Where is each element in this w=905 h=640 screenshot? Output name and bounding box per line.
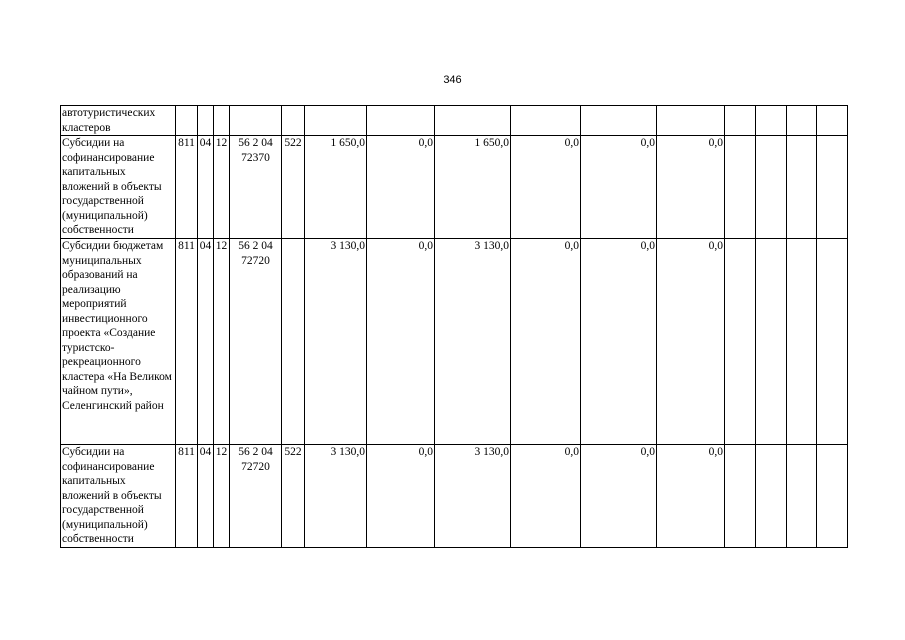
empty-cell [787, 239, 817, 445]
budget-table [60, 105, 848, 548]
value-6: 0,0 [657, 239, 725, 445]
value-3 [435, 106, 511, 136]
empty-cell [756, 136, 787, 239]
empty-cell [817, 239, 848, 445]
empty-cell [787, 106, 817, 136]
empty-cell [787, 136, 817, 239]
item-name: Субсидии бюджетам муниципальных образований на реализацию мероприятий инвестиционного проекта «Создание туристско-рекреационного кластера «На Великом чайном пути», Селенгинский район [61, 239, 176, 445]
page-number: 346 [443, 74, 462, 86]
empty-cell [725, 136, 756, 239]
csr-code: 56 2 04 72720 [230, 445, 282, 548]
csr-code [230, 106, 282, 136]
value-1: 1 650,0 [305, 136, 367, 239]
value-2: 0,0 [367, 136, 435, 239]
vr-code [282, 239, 305, 445]
pr-code: 12 [214, 136, 230, 239]
table-row [61, 239, 848, 445]
value-3: 1 650,0 [435, 136, 511, 239]
value-5 [581, 106, 657, 136]
empty-cell [756, 239, 787, 445]
pr-code [214, 106, 230, 136]
vr-code: 522 [282, 136, 305, 239]
table-row [61, 445, 848, 548]
value-4: 0,0 [511, 239, 581, 445]
value-2: 0,0 [367, 445, 435, 548]
empty-cell [817, 445, 848, 548]
ved-code: 811 [176, 239, 198, 445]
ved-code [176, 106, 198, 136]
empty-cell [817, 106, 848, 136]
pr-code: 12 [214, 445, 230, 548]
vr-code [282, 106, 305, 136]
table-row [61, 106, 848, 136]
vr-code: 522 [282, 445, 305, 548]
value-1: 3 130,0 [305, 239, 367, 445]
empty-cell [756, 445, 787, 548]
rz-code: 04 [198, 239, 214, 445]
csr-code: 56 2 04 72370 [230, 136, 282, 239]
empty-cell [725, 445, 756, 548]
value-5: 0,0 [581, 136, 657, 239]
empty-cell [725, 106, 756, 136]
ved-code: 811 [176, 445, 198, 548]
rz-code [198, 106, 214, 136]
empty-cell [787, 445, 817, 548]
value-4 [511, 106, 581, 136]
item-name: Субсидии на софинансирование капитальных вложений в объекты государственной (муниципальной) собственности [61, 445, 176, 548]
value-2 [367, 106, 435, 136]
table-row [61, 136, 848, 239]
csr-code: 56 2 04 72720 [230, 239, 282, 445]
value-6: 0,0 [657, 445, 725, 548]
value-1: 3 130,0 [305, 445, 367, 548]
value-4: 0,0 [511, 136, 581, 239]
ved-code: 811 [176, 136, 198, 239]
item-name: автотуристических кластеров [61, 106, 176, 136]
empty-cell [756, 106, 787, 136]
value-1 [305, 106, 367, 136]
value-3: 3 130,0 [435, 239, 511, 445]
value-6 [657, 106, 725, 136]
value-4: 0,0 [511, 445, 581, 548]
value-3: 3 130,0 [435, 445, 511, 548]
pr-code: 12 [214, 239, 230, 445]
rz-code: 04 [198, 445, 214, 548]
value-5: 0,0 [581, 239, 657, 445]
value-6: 0,0 [657, 136, 725, 239]
value-2: 0,0 [367, 239, 435, 445]
item-name: Субсидии на софинансирование капитальных вложений в объекты государственной (муниципальной) собственности [61, 136, 176, 239]
empty-cell [817, 136, 848, 239]
empty-cell [725, 239, 756, 445]
rz-code: 04 [198, 136, 214, 239]
value-5: 0,0 [581, 445, 657, 548]
